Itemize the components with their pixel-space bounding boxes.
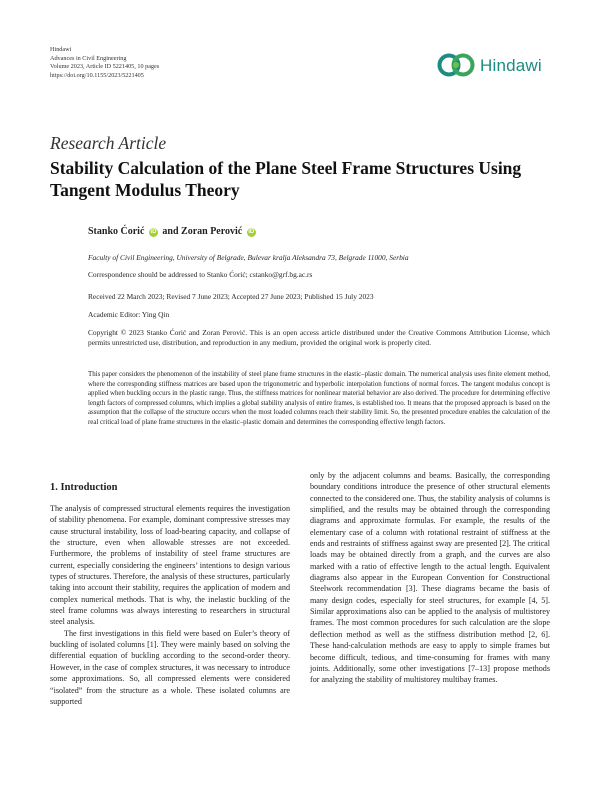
author-name[interactable]: Zoran Perović xyxy=(181,226,243,237)
academic-editor: Academic Editor: Ying Qin xyxy=(88,310,170,319)
doi-link[interactable]: https://doi.org/10.1155/2023/5221405 xyxy=(50,71,144,79)
author-list xyxy=(88,226,258,237)
logo-wordmark: Hindawi xyxy=(480,56,542,75)
affiliation: Faculty of Civil Engineering, University of Belgrade, Bulevar kralja Aleksandra 73, Belgrade 11000, Serbia xyxy=(88,253,409,262)
volume-info: Volume 2023, Article ID 5221405, 10 pages xyxy=(50,63,160,71)
hindawi-logo-icon xyxy=(436,48,476,82)
copyright-notice: Copyright © 2023 Stanko Ćorić and Zoran Perović. This is an open access article distributed under the Creative Commons Attribution License, which permits unrestricted use, distribution, and reproduction in any medium, provided the original work is properly cited. xyxy=(88,328,550,348)
body-paragraph: The first investigations in this field were based on Euler’s theory of buckling of isolated columns [1]. They were mainly based on solving the differential equation of buckling according to the second-order theory. However, in the case of complex structures, it was necessary to introduce some approximations. So, all compressed elements were considered “isolated” from the structure as a whole. These isolated columns are supported xyxy=(50,628,290,706)
journal-name: Advances in Civil Engineering xyxy=(50,54,127,62)
body-paragraph: The analysis of compressed structural elements requires the investigation of stability phenomena. For example, dominant compressive stresses may cause structural instability, loss of load-bearing capacity, and collapse of the structure, even when allowable stresses are not exceeded. Furthermore, the problems of instability of steel frame structures are current, especially considering the engineers’ intentions to design various types of structures. Therefore, the analysis of these structures, particularly taking into account their stability, requires the application of modern and complex numerical methods. That is why, the inelastic buckling of the steel frame columns was always interesting to researchers in structural steel analysis. xyxy=(50,504,290,627)
article-type: Research Article xyxy=(50,133,167,153)
body-column-right xyxy=(310,470,550,686)
abstract: This paper considers the phenomenon of the instability of steel plane frame structures in the elastic–plastic domain. The numerical analysis uses finite element method, where the corresponding stiffness matrices are based upon the trigonometric and hyperbolic interpolation functions of normal forces. The tangent modulus concept is applied when buckling occurs in the plastic range. Thus, the stiffness matrices for nonlinear material behavior are also derived. The procedure for determining effective length factors of compressed columns, which implies a global stability analysis of entire frames, is established too. It means that the proposed approach is based on the assumption that the collapse of the structure occurs when the most loaded columns reach their stability limit. So, the presented procedure enables the calculation of the real critical load of plane frame structures in the elastic–plastic domain and determines the corresponding effective length factors. xyxy=(88,371,550,426)
section-heading: 1. Introduction xyxy=(50,482,118,493)
correspondence: Correspondence should be addressed to Stanko Ćorić; cstanko@grf.bg.ac.rs xyxy=(88,270,313,279)
author-name[interactable]: Stanko Ćorić xyxy=(88,226,145,237)
journal-meta xyxy=(50,46,159,80)
body-column-left xyxy=(50,503,290,707)
publication-dates: Received 22 March 2023; Revised 7 June 2023; Accepted 27 June 2023; Published 15 July 2023 xyxy=(88,292,374,301)
orcid-icon[interactable]: iD xyxy=(248,229,255,235)
article-title: Stability Calculation of the Plane Steel Frame Structures Using Tangent Modulus Theory xyxy=(50,158,522,200)
author-conjunction: and xyxy=(162,226,179,237)
publisher-name: Hindawi xyxy=(50,46,72,53)
body-paragraph: only by the adjacent columns and beams. Basically, the corresponding boundary conditions introduce the presence of other structural elements connected to the considered one. Thus, the stability analysis of columns is simplified, and the results may be obtained through the corresponding diagrams and approximate formulas. For example, the results of the elementary case of a column with rotational restraint of stiffness at the ends and restraints of stiffness against sway are presented [2]. The critical loads may be obtained directly from a graph, and the curves are also marked with a ratio of effective length to the actual length. Equivalent diagrams also appear in the European Convention for Constructional Steelwork recommendation [3]. These diagrams became the basis of many design codes, especially for steel structures, for example [4, 5]. Similar approximations also can be applied to the analysis of multistorey frames. The most common procedures for such calculation are the slope deflection method as well as the stiffness distribution method [2, 6]. These hand-calculation methods are easy to apply to simple frames but become difficult, tedious, and time-consuming for frames with many joints. Additionally, some other investigations [7–13] propose methods for analyzing the stability of multistorey multibay frames. xyxy=(310,471,550,685)
hindawi-logo xyxy=(436,48,554,82)
orcid-icon[interactable]: iD xyxy=(150,229,157,235)
